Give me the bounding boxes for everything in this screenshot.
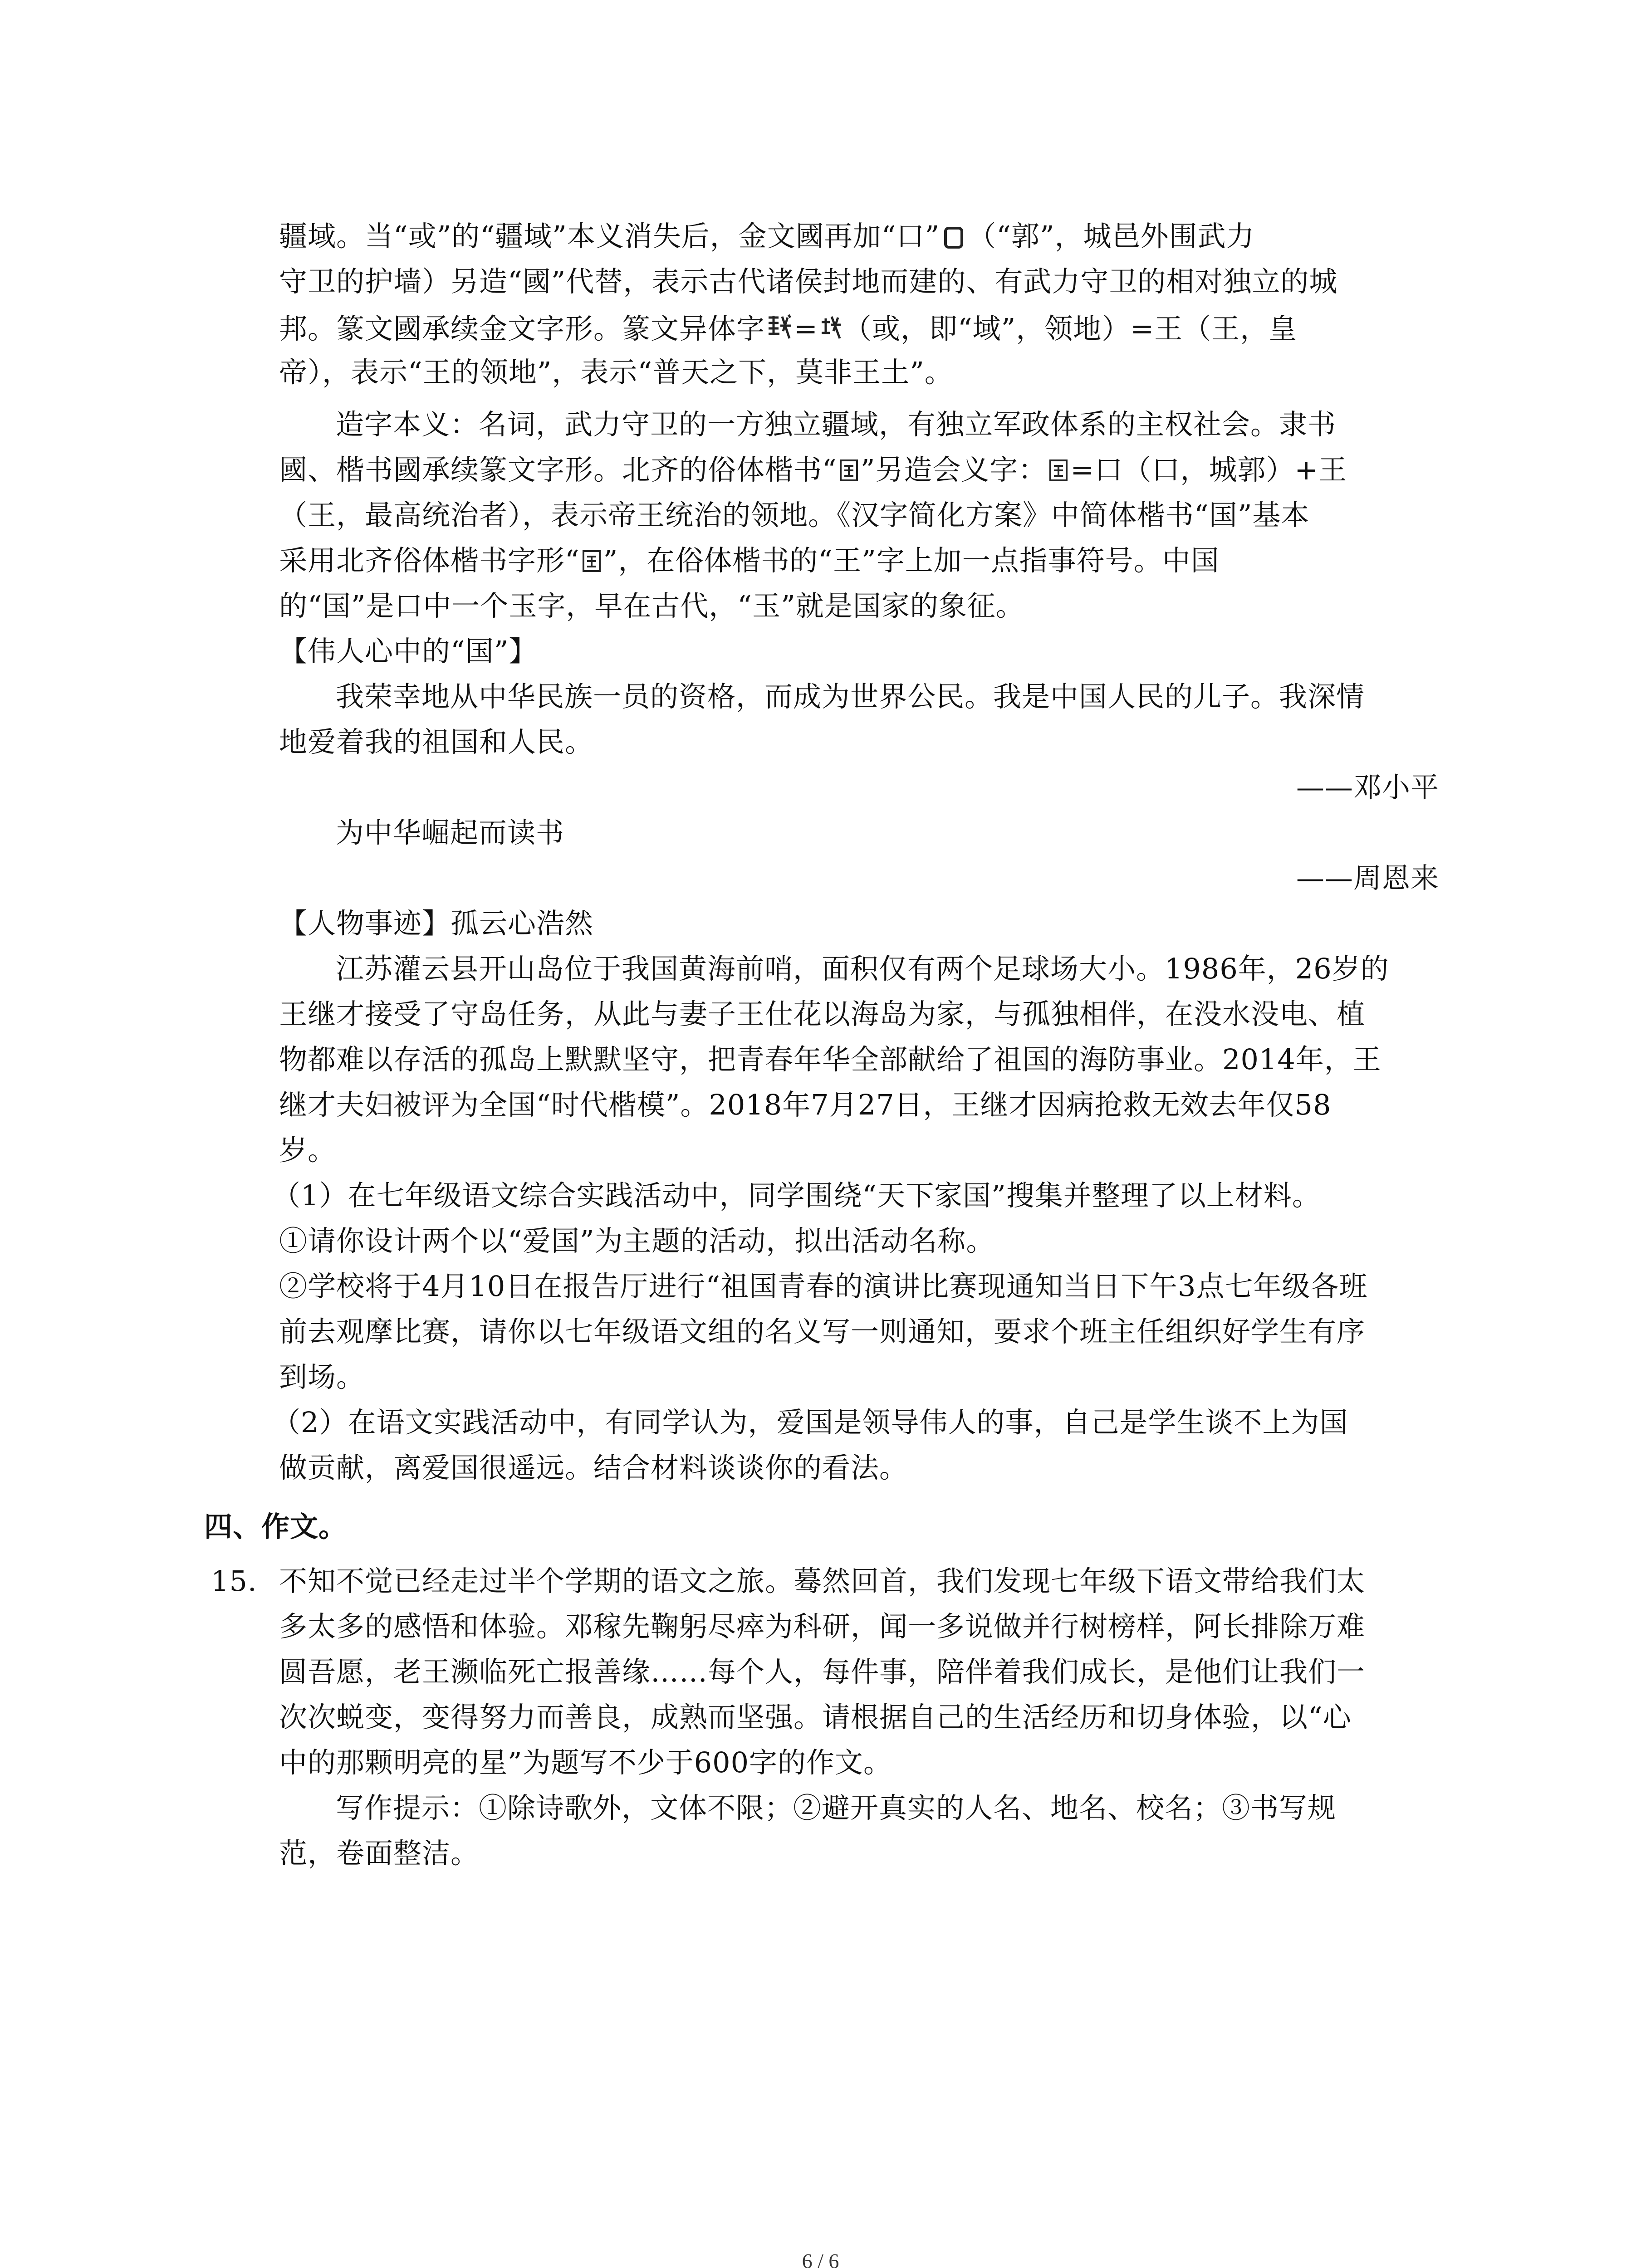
material-line: 疆域。当“或”的“疆域”本义消失后，金文國再加“口” （“郭”，城邑外围武力 (279, 220, 1255, 253)
section-heading: 【伟人心中的“国”】 (279, 635, 538, 668)
page-number: 6 / 6 (802, 2249, 839, 2268)
quote-line: 我荣幸地从中华民族一员的资格，而成为世界公民。我是中国人民的儿子。我深情 (336, 680, 1365, 713)
question-line: ②学校将于4月10日在报告厅进行“祖国青春的演讲比赛现通知当日下午3点七年级各班 (279, 1270, 1368, 1303)
section-heading: 【人物事迹】孤云心浩然 (279, 907, 594, 940)
material-line: 造字本义：名词，武力守卫的一方独立疆域，有独立军政体系的主权社会。隶书 (336, 408, 1337, 441)
question-line: ①请你设计两个以“爱国”为主题的活动，拟出活动名称。 (279, 1224, 995, 1257)
question-line: 做贡献，离爱国很遥远。结合材料谈谈你的看法。 (279, 1451, 908, 1484)
material-line: 邦。篆文國承续金文字形。篆文异体字 = （或，即“域”，领地）=王（王，皇 (279, 313, 1297, 347)
essay-prompt-line: 中的那颗明亮的星”为题写不少于600字的作文。 (279, 1746, 892, 1779)
section-title: 四、作文。 (204, 1510, 348, 1543)
material-line: 的“国”是口中一个玉字，早在古代，“玉”就是国家的象征。 (279, 589, 1024, 622)
essay-prompt-line: 次次蜕变，变得努力而善良，成熟而坚强。请根据自己的生活经历和切身体验，以“心 (279, 1701, 1352, 1734)
quote-line: 为中华崛起而读书 (336, 816, 565, 849)
enclosure-glyph-icon (944, 227, 963, 249)
huo-seal-glyph-icon (820, 313, 842, 347)
material-line: 帝），表示“王的领地”，表示“普天之下，莫非王土”。 (279, 356, 953, 389)
story-line: 江苏灌云县开山岛位于我国黄海前哨，面积仅有两个足球场大小。1986年，26岁的 (336, 952, 1389, 985)
question-line: 前去观摩比赛，请你以七年级语文组的名义写一则通知，要求个班主任组织好学生有序 (279, 1315, 1366, 1348)
writing-tip-line: 范，卷面整洁。 (279, 1837, 480, 1870)
vulgar-guo-glyph-icon (1048, 458, 1068, 488)
question-line: 到场。 (279, 1360, 365, 1393)
material-line: 守卫的护墙）另造“國”代替，表示古代诸侯封地而建的、有武力守卫的相对独立的城 (279, 265, 1338, 298)
story-line: 王继才接受了守岛任务，从此与妻子王仕花以海岛为家，与孤独相伴，在没水没电、植 (279, 997, 1366, 1031)
essay-prompt-line: 不知不觉已经走过半个学期的语文之旅。蓦然回首，我们发现七年级下语文带给我们太 (279, 1564, 1366, 1598)
essay-prompt-line: 多太多的感悟和体验。邓稼先鞠躬尽瘁为科研，闻一多说做并行树榜样，阿长排除万难 (279, 1610, 1366, 1643)
question-line: （2）在语文实践活动中，有同学认为，爱国是领导伟人的事，自己是学生谈不上为国 (272, 1406, 1348, 1439)
vulgar-guo-glyph-icon (582, 548, 602, 578)
story-line: 物都难以存活的孤岛上默默坚守，把青春年华全部献给了祖国的海防事业。2014年，王 (279, 1043, 1381, 1076)
quote-author: ——周恩来 (1296, 861, 1439, 894)
quote-line: 地爱着我的祖国和人民。 (279, 725, 594, 758)
vulgar-guo-glyph-icon (839, 458, 859, 488)
seal-variant-glyph-icon (767, 313, 792, 347)
quote-author: ——邓小平 (1296, 771, 1439, 804)
story-line: 岁。 (279, 1134, 337, 1167)
writing-tip-line: 写作提示：①除诗歌外，文体不限；②避开真实的人名、地名、校名；③书写规 (336, 1791, 1337, 1824)
question-line: （1）在七年级语文综合实践活动中，同学围绕“天下家国”搜集并整理了以上材料。 (272, 1179, 1321, 1212)
question-number: 15. (211, 1564, 257, 1598)
story-line: 继才夫妇被评为全国“时代楷模”。2018年7月27日，王继才因病抢救无效去年仅58 (279, 1088, 1332, 1121)
material-line: 國、楷书國承续篆文字形。北齐的俗体楷书“ ”另造会义字： =口（口，城郭）+王 (279, 456, 1347, 488)
material-line: （王，最高统治者），表示帝王统治的领地。《汉字简化方案》中简体楷书“国”基本 (279, 499, 1310, 532)
essay-prompt-line: 圆吾愿，老王濒临死亡报善缘……每个人，每件事，陪伴着我们成长，是他们让我们一 (279, 1655, 1366, 1688)
material-line: 采用北齐俗体楷书字形“ ”，在俗体楷书的“王”字上加一点指事符号。中国 (279, 547, 1220, 578)
